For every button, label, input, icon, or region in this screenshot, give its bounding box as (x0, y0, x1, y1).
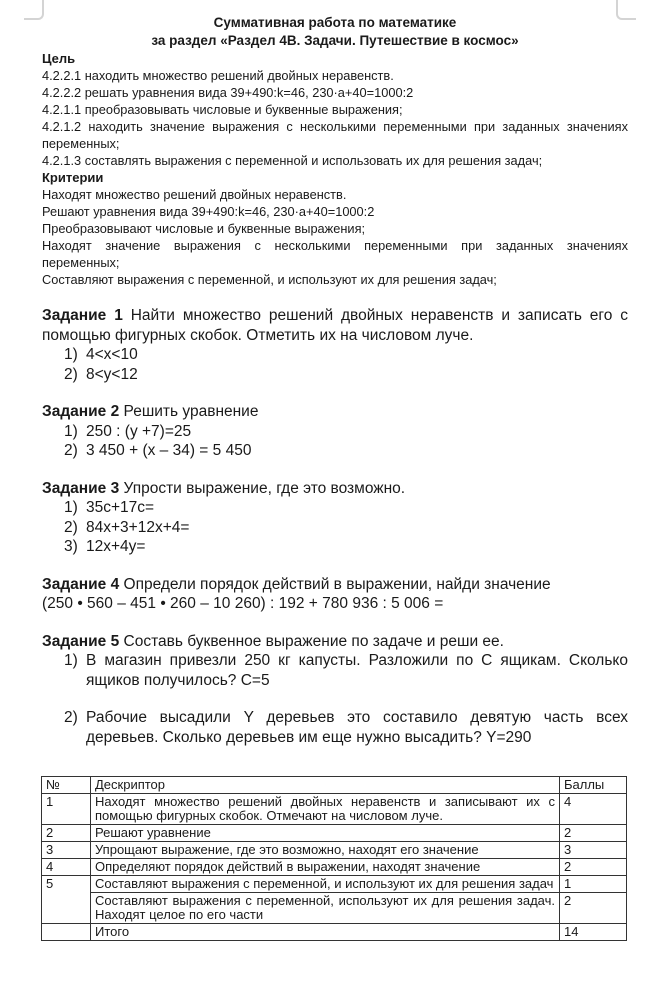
row-num: 1 (42, 794, 91, 825)
table-row (42, 859, 627, 876)
task-3-text: Упрости выражение, где это возможно. (119, 479, 406, 497)
task-5-label: Задание 5 (42, 632, 120, 650)
header-num: № (42, 777, 91, 794)
task-3-item: 2) 84x+3+12x+4= (64, 518, 190, 536)
table-row (42, 794, 627, 825)
task-2-item: 1) 250 : (у +7)=25 (64, 422, 192, 440)
row-desc: Составляют выражения с переменной, используют их для решения задач. Находят целое по его части (91, 893, 560, 924)
row-desc: Составляют выражения с переменной, и используют их для решения задач (91, 876, 560, 893)
criteria-list (42, 186, 628, 288)
task-5-item: 1) В магазин привезли 250 кг капусты. Разложили по С ящикам. Сколько ящиков получилось? С=5 (64, 652, 628, 689)
goals-list (42, 67, 628, 169)
table-row (42, 825, 627, 842)
table-row (42, 842, 627, 859)
goal-item: 4.2.2.1 находить множество решений двойных неравенств. (42, 68, 394, 83)
total-label: Итого (91, 924, 560, 941)
table-header-row (42, 777, 627, 794)
criteria-heading: Критерии (42, 170, 104, 185)
goal-item: 4.2.1.2 находить значение выражения с несколькими переменными при заданных значениях переменных; (42, 119, 628, 151)
task-3-item: 1) 35c+17c= (64, 499, 155, 516)
row-desc: Решают уравнение (91, 825, 560, 842)
row-points: 4 (560, 794, 627, 825)
header-points: Баллы (560, 777, 627, 794)
goal-item: 4.2.1.1 преобразовывать числовые и буквенные выражения; (42, 102, 403, 117)
criteria-item: Составляют выражения с переменной, и используют их для решения задач; (42, 272, 497, 287)
criteria-item: Находят множество решений двойных неравенств. (42, 187, 347, 202)
table-total-row (42, 924, 627, 941)
table-row (42, 893, 627, 924)
task-1-text: Найти множество решений двойных неравенств и записать его с помощью фигурных скобок. Отметить их на числовом луче. (42, 307, 628, 344)
header-descriptor: Дескриптор (91, 777, 560, 794)
task-4 (42, 575, 628, 614)
criteria-item: Решают уравнения вида 39+490:k=46, 230·a+40=1000:2 (42, 204, 375, 219)
row-desc: Упрощают выражение, где это возможно, находят его значение (91, 842, 560, 859)
criteria-item: Находят значение выражения с несколькими переменными при заданных значениях переменных; (42, 238, 628, 270)
goal-heading: Цель (42, 51, 76, 66)
row-points: 1 (560, 876, 627, 893)
row-num: 2 (42, 825, 91, 842)
total-value: 14 (560, 924, 627, 941)
criteria-item: Преобразовывают числовые и буквенные выражения; (42, 221, 366, 236)
title-line-1: Суммативная работа по математике (213, 15, 457, 30)
task-1-label: Задание 1 (42, 307, 123, 324)
row-num: 4 (42, 859, 91, 876)
goal-item: 4.2.1.3 составлять выражения с переменной и использовать их для решения задач; (42, 153, 543, 168)
task-2-text: Решить уравнение (119, 403, 259, 420)
task-5 (42, 632, 628, 748)
task-3 (42, 479, 628, 557)
worksheet (42, 14, 628, 747)
task-1-item: 1) 4<x<10 (64, 346, 138, 363)
row-points: 2 (560, 825, 627, 842)
goal-item: 4.2.2.2 решать уравнения вида 39+490:k=46, 230·a+40=1000:2 (42, 85, 414, 100)
total-empty-cell (42, 924, 91, 941)
grading-table (41, 776, 627, 941)
task-5-text: Составь буквенное выражение по задаче и реши ее. (119, 632, 504, 650)
title-line-2: за раздел «Раздел 4В. Задачи. Путешествие в космос» (151, 33, 519, 48)
task-4-expression: (250 • 560 – 451 • 260 – 10 260) : 192 + 780 936 : 5 006 = (42, 595, 444, 612)
row-desc: Находят множество решений двойных неравенств и записывают их с помощью фигурных скобок. Отмечают на числовом луче. (91, 794, 560, 825)
task-2-label: Задание 2 (42, 403, 120, 420)
row-desc: Определяют порядок действий в выражении, находят значение (91, 859, 560, 876)
task-3-item: 3) 12x+4y= (64, 538, 146, 555)
row-points: 3 (560, 842, 627, 859)
task-4-text: Определи порядок действий в выражении, найди значение (119, 575, 551, 593)
task-4-label: Задание 4 (42, 575, 120, 593)
row-points: 2 (560, 859, 627, 876)
task-3-label: Задание 3 (42, 479, 120, 497)
task-2-item: 2) 3 450 + (х – 34) = 5 450 (64, 442, 252, 459)
corner-mark-left (24, 0, 44, 20)
table-row (42, 876, 627, 893)
row-points: 2 (560, 893, 627, 924)
task-2 (42, 402, 628, 461)
row-num: 5 (42, 876, 91, 924)
task-5-item: 2) Рабочие высадили Y деревьев это составило девятую часть всех деревьев. Сколько деревьев им еще нужно высадить? Y=290 (64, 709, 628, 746)
task-1 (42, 306, 628, 384)
row-num: 3 (42, 842, 91, 859)
task-1-item: 2) 8<y<12 (64, 365, 138, 383)
